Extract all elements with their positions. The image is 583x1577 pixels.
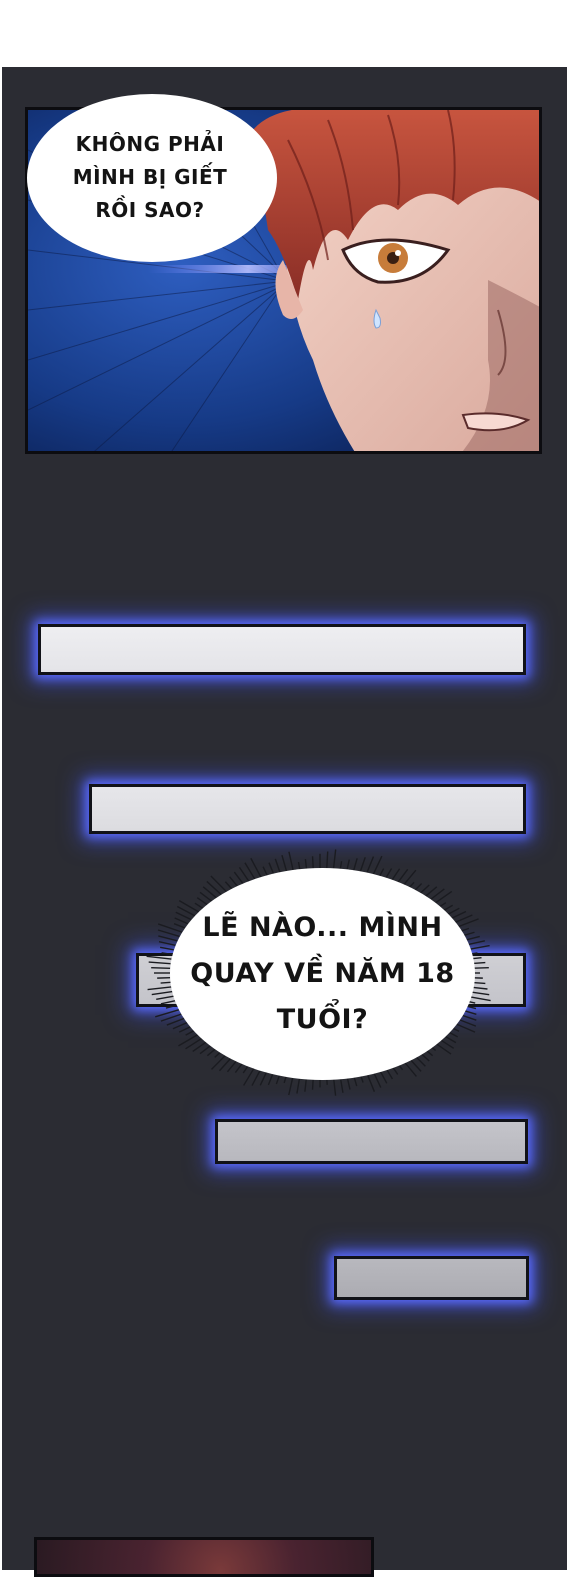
- burst-spike: [212, 1054, 227, 1069]
- burst-spike: [159, 942, 175, 946]
- burst-spike: [230, 877, 238, 886]
- speech-bubble-2: LẼ NÀO... MÌNH QUAY VỀ NĂM 18 TUỔI?: [170, 868, 475, 1080]
- burst-spike: [174, 924, 185, 928]
- burst-spike: [160, 947, 174, 949]
- burst-spike: [158, 930, 180, 936]
- burst-spike: [289, 1075, 293, 1095]
- burst-spike: [327, 852, 328, 870]
- burst-spike: [173, 1022, 188, 1028]
- burst-spike: [197, 898, 207, 905]
- burst-spike: [275, 859, 280, 873]
- memory-bar-4: [215, 1119, 528, 1164]
- burst-spike: [175, 918, 188, 924]
- burst-spike: [161, 1001, 175, 1004]
- memory-bar-1: [38, 624, 526, 675]
- burst-spike: [162, 953, 173, 955]
- burst-spike: [161, 982, 171, 983]
- burst-spike: [152, 992, 173, 995]
- burst-spike: [148, 987, 172, 990]
- comic-panel-next: [34, 1537, 374, 1577]
- burst-spike: [147, 956, 172, 959]
- burst-spike: [252, 1069, 261, 1086]
- burst-spike: [211, 876, 227, 892]
- burst-spike: [366, 857, 373, 874]
- burst-spike: [200, 892, 212, 901]
- speech-bubble-1: KHÔNG PHẢI MÌNH BỊ GIẾT RỒI SAO?: [38, 104, 262, 250]
- memory-bar-2: [89, 784, 526, 834]
- burst-spike: [156, 996, 174, 999]
- burst-spike: [149, 962, 171, 964]
- burst-spike: [239, 867, 248, 881]
- burst-spike: [234, 872, 243, 884]
- burst-spike: [158, 936, 177, 941]
- memory-bar-5: [334, 1256, 529, 1300]
- burst-spike: [166, 1005, 177, 1008]
- burst-spike: [373, 856, 382, 875]
- burst-spike: [151, 968, 170, 969]
- burst-spike: [333, 849, 335, 869]
- burst-spike: [269, 863, 274, 874]
- burst-spike: [289, 852, 293, 871]
- burst-spike: [282, 855, 287, 871]
